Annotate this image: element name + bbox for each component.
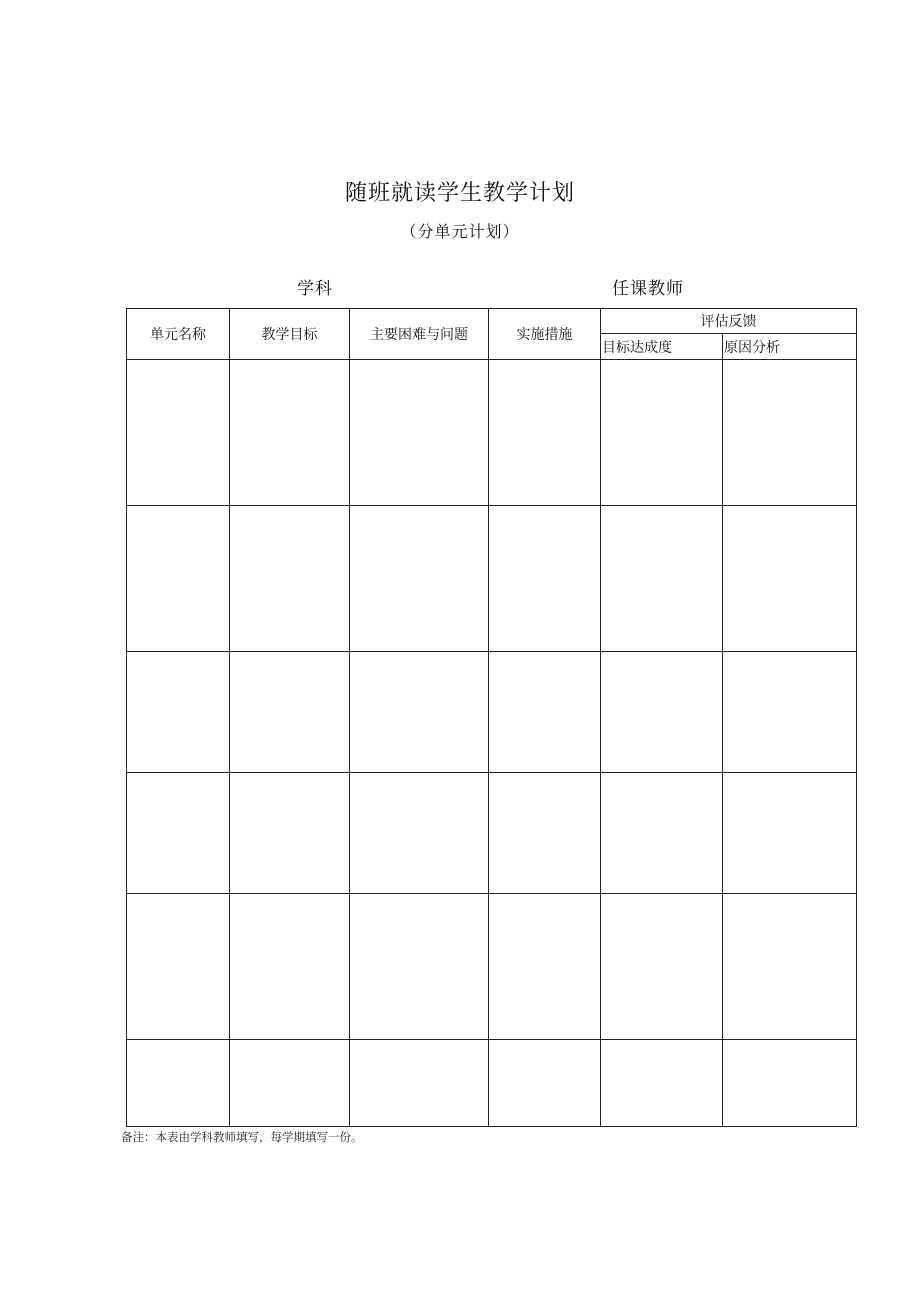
cell-unit-name[interactable] (127, 894, 230, 1040)
cell-measures[interactable] (489, 652, 601, 773)
teacher-label: 任课教师 (612, 279, 684, 299)
cell-goal-achievement[interactable] (601, 773, 723, 894)
document-title: 随班就读学生教学计划 (344, 181, 575, 206)
cell-teaching-goals[interactable] (230, 506, 350, 652)
cell-goal-achievement[interactable] (601, 652, 723, 773)
cell-main-difficulties[interactable] (350, 894, 489, 1040)
footnote: 备注：本表由学科教师填写，每学期填写一份。 (121, 1130, 363, 1144)
table-row (127, 1040, 857, 1127)
cell-unit-name[interactable] (127, 360, 230, 506)
cell-main-difficulties[interactable] (350, 652, 489, 773)
cell-goal-achievement[interactable] (601, 894, 723, 1040)
cell-unit-name[interactable] (127, 1040, 230, 1127)
table-row (127, 506, 857, 652)
cell-teaching-goals[interactable] (230, 1040, 350, 1127)
cell-measures[interactable] (489, 506, 601, 652)
cell-goal-achievement[interactable] (601, 360, 723, 506)
cell-main-difficulties[interactable] (350, 1040, 489, 1127)
header-cause-analysis: 原因分析 (723, 334, 857, 360)
cell-goal-achievement[interactable] (601, 506, 723, 652)
cell-teaching-goals[interactable] (230, 652, 350, 773)
unit-plan-table (126, 308, 857, 1127)
header-unit-name: 单元名称 (127, 309, 230, 360)
table-row (127, 360, 857, 506)
cell-unit-name[interactable] (127, 773, 230, 894)
cell-cause-analysis[interactable] (723, 652, 857, 773)
cell-teaching-goals[interactable] (230, 894, 350, 1040)
cell-unit-name[interactable] (127, 652, 230, 773)
cell-cause-analysis[interactable] (723, 360, 857, 506)
header-goal-achievement: 目标达成度 (601, 334, 723, 360)
cell-teaching-goals[interactable] (230, 360, 350, 506)
header-evaluation: 评估反馈 (601, 309, 857, 334)
cell-unit-name[interactable] (127, 506, 230, 652)
cell-cause-analysis[interactable] (723, 894, 857, 1040)
cell-measures[interactable] (489, 894, 601, 1040)
cell-main-difficulties[interactable] (350, 773, 489, 894)
table-row (127, 773, 857, 894)
cell-cause-analysis[interactable] (723, 506, 857, 652)
cell-teaching-goals[interactable] (230, 773, 350, 894)
cell-main-difficulties[interactable] (350, 506, 489, 652)
table-row (127, 894, 857, 1040)
subject-label: 学科 (297, 279, 333, 299)
document-subtitle: （分单元计划） (400, 222, 520, 241)
cell-measures[interactable] (489, 1040, 601, 1127)
cell-main-difficulties[interactable] (350, 360, 489, 506)
cell-measures[interactable] (489, 773, 601, 894)
cell-goal-achievement[interactable] (601, 1040, 723, 1127)
cell-cause-analysis[interactable] (723, 1040, 857, 1127)
table-row (127, 652, 857, 773)
cell-measures[interactable] (489, 360, 601, 506)
header-teaching-goals: 教学目标 (230, 309, 350, 360)
header-measures: 实施措施 (489, 309, 601, 360)
cell-cause-analysis[interactable] (723, 773, 857, 894)
header-main-difficulties: 主要困难与问题 (350, 309, 489, 360)
